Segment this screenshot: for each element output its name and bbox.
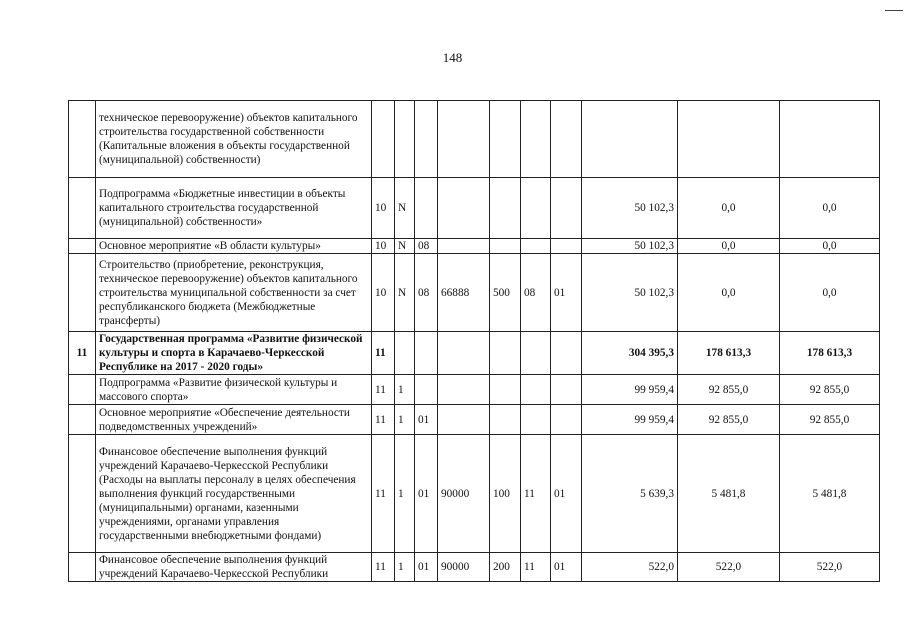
row-name: Финансовое обеспечение выполнения функций учреждений Карачаево-Черкесской Республики	[96, 553, 372, 582]
code-program: 11	[372, 553, 395, 582]
code-subprogram	[395, 332, 415, 375]
code-section	[521, 405, 551, 435]
code-section	[521, 375, 551, 405]
row-number	[69, 405, 96, 435]
code-event: 01	[415, 405, 438, 435]
code-event: 08	[415, 254, 438, 332]
row-name: Государственная программа «Развитие физической культуры и спорта в Карачаево-Черкесской Республике на 2017 - 2020 годы»	[96, 332, 372, 375]
code-direction	[438, 178, 490, 239]
row-name: Основное мероприятие «В области культуры»	[96, 239, 372, 254]
amount-year3: 92 855,0	[780, 405, 880, 435]
code-expense-type: 100	[490, 435, 521, 553]
row-name: Строительство (приобретение, реконструкция, техническое перевооружение) объектов капитального строительства муниципальной собственности за счет республиканского бюджета (Межбюджетные трансферты)	[96, 254, 372, 332]
code-program	[372, 101, 395, 178]
code-subsection	[551, 239, 582, 254]
row-number	[69, 375, 96, 405]
table-row	[69, 254, 880, 332]
code-direction	[438, 375, 490, 405]
amount-year3: 5 481,8	[780, 435, 880, 553]
code-subprogram: 1	[395, 375, 415, 405]
code-subprogram: 1	[395, 405, 415, 435]
code-section	[521, 332, 551, 375]
row-name: Подпрограмма «Развитие физической культуры и массового спорта»	[96, 375, 372, 405]
code-section	[521, 239, 551, 254]
code-event: 01	[415, 553, 438, 582]
table-body	[69, 101, 880, 582]
code-subprogram: N	[395, 254, 415, 332]
amount-year2	[678, 101, 780, 178]
code-subsection	[551, 405, 582, 435]
amount-year1	[582, 101, 678, 178]
code-direction: 90000	[438, 435, 490, 553]
amount-year2: 522,0	[678, 553, 780, 582]
code-direction	[438, 332, 490, 375]
amount-year2: 0,0	[678, 239, 780, 254]
code-expense-type	[490, 178, 521, 239]
code-subprogram: 1	[395, 435, 415, 553]
row-number	[69, 101, 96, 178]
amount-year2: 0,0	[678, 178, 780, 239]
code-section: 11	[521, 435, 551, 553]
amount-year1: 99 959,4	[582, 405, 678, 435]
code-section: 11	[521, 553, 551, 582]
amount-year2: 5 481,8	[678, 435, 780, 553]
code-program: 10	[372, 254, 395, 332]
table-row	[69, 435, 880, 553]
amount-year2: 178 613,3	[678, 332, 780, 375]
row-name: техническое перевооружение) объектов капитального строительства государственной собственности (Капитальные вложения в объекты государственной (муниципальной) собственности)	[96, 101, 372, 178]
code-subprogram: N	[395, 178, 415, 239]
amount-year1: 5 639,3	[582, 435, 678, 553]
code-subsection	[551, 101, 582, 178]
row-number	[69, 435, 96, 553]
code-direction	[438, 101, 490, 178]
amount-year3: 178 613,3	[780, 332, 880, 375]
amount-year1: 522,0	[582, 553, 678, 582]
row-number	[69, 178, 96, 239]
row-name: Основное мероприятие «Обеспечение деятельности подведомственных учреждений»	[96, 405, 372, 435]
code-expense-type	[490, 405, 521, 435]
table-row	[69, 101, 880, 178]
code-event: 08	[415, 239, 438, 254]
amount-year1: 50 102,3	[582, 239, 678, 254]
code-subprogram	[395, 101, 415, 178]
amount-year3: 0,0	[780, 178, 880, 239]
code-subsection: 01	[551, 435, 582, 553]
code-program: 11	[372, 332, 395, 375]
amount-year1: 50 102,3	[582, 254, 678, 332]
row-number: 11	[69, 332, 96, 375]
amount-year1: 99 959,4	[582, 375, 678, 405]
amount-year3: 522,0	[780, 553, 880, 582]
code-subsection	[551, 332, 582, 375]
code-program: 10	[372, 239, 395, 254]
code-subsection: 01	[551, 254, 582, 332]
code-event	[415, 178, 438, 239]
code-subprogram: 1	[395, 553, 415, 582]
code-direction: 90000	[438, 553, 490, 582]
code-event	[415, 332, 438, 375]
code-direction	[438, 405, 490, 435]
row-number	[69, 254, 96, 332]
code-expense-type: 500	[490, 254, 521, 332]
budget-table	[68, 100, 880, 582]
code-event: 01	[415, 435, 438, 553]
amount-year2: 0,0	[678, 254, 780, 332]
code-program: 11	[372, 375, 395, 405]
code-direction	[438, 239, 490, 254]
code-program: 11	[372, 435, 395, 553]
code-direction: 66888	[438, 254, 490, 332]
corner-mark	[885, 0, 903, 11]
code-expense-type	[490, 375, 521, 405]
table-row	[69, 375, 880, 405]
code-section	[521, 101, 551, 178]
amount-year3: 0,0	[780, 239, 880, 254]
code-subsection	[551, 178, 582, 239]
amount-year3	[780, 101, 880, 178]
code-subsection	[551, 375, 582, 405]
row-number	[69, 553, 96, 582]
page-number: 148	[442, 50, 463, 65]
code-subprogram: N	[395, 239, 415, 254]
row-name: Подпрограмма «Бюджетные инвестиции в объекты капитального строительства государственной (муниципальной) собственности»	[96, 178, 372, 239]
amount-year1: 50 102,3	[582, 178, 678, 239]
table-row	[69, 553, 880, 582]
amount-year2: 92 855,0	[678, 375, 780, 405]
amount-year3: 92 855,0	[780, 375, 880, 405]
row-name: Финансовое обеспечение выполнения функций учреждений Карачаево-Черкесской Республики (Расходы на выплаты персоналу в целях обеспечения выполнения функций государственными (муниципальными) органами, казенными учреждениями, органами управления государственными внебюджетными фондами)	[96, 435, 372, 553]
table-row	[69, 178, 880, 239]
code-expense-type: 200	[490, 553, 521, 582]
code-subsection: 01	[551, 553, 582, 582]
code-expense-type	[490, 239, 521, 254]
code-event	[415, 101, 438, 178]
row-number	[69, 239, 96, 254]
amount-year1: 304 395,3	[582, 332, 678, 375]
code-section: 08	[521, 254, 551, 332]
code-program: 10	[372, 178, 395, 239]
amount-year2: 92 855,0	[678, 405, 780, 435]
code-program: 11	[372, 405, 395, 435]
code-section	[521, 178, 551, 239]
code-event	[415, 375, 438, 405]
table-row	[69, 405, 880, 435]
code-expense-type	[490, 101, 521, 178]
amount-year3: 0,0	[780, 254, 880, 332]
table-row	[69, 332, 880, 375]
code-expense-type	[490, 332, 521, 375]
table-row	[69, 239, 880, 254]
